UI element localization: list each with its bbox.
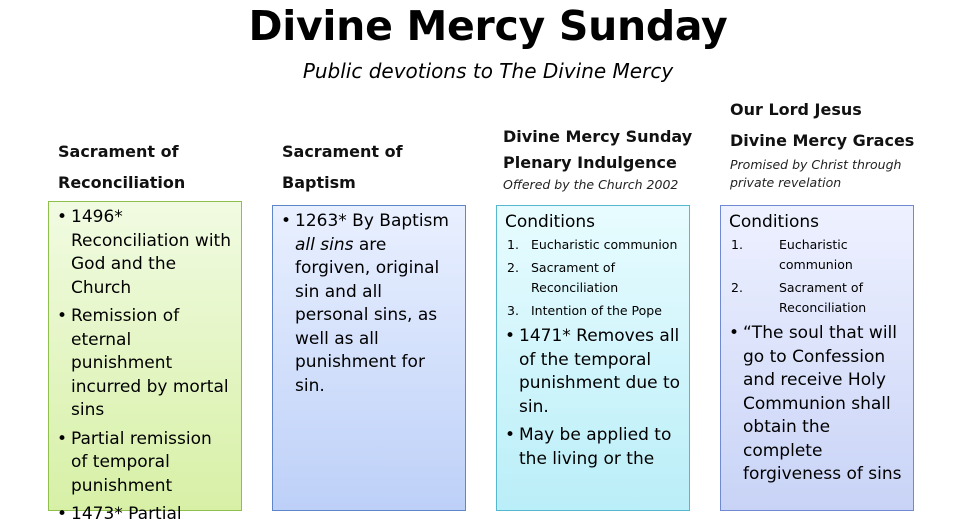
- col4-heading-line2: Divine Mercy Graces: [730, 131, 915, 150]
- condition-text: Eucharistic communion: [779, 237, 853, 272]
- col3-subheading: Offered by the Church 2002: [503, 177, 679, 192]
- condition-text: Intention of the Pope: [531, 303, 662, 318]
- col4-subheading: Promised by Christ through private revelation: [730, 157, 902, 190]
- condition-number: 3.: [507, 303, 519, 318]
- plenary-indulgence-box: [496, 205, 690, 511]
- conditions-label: Conditions: [729, 212, 819, 232]
- page-subtitle: Public devotions to The Divine Mercy: [302, 59, 674, 83]
- condition-item: [729, 278, 905, 318]
- list-item: • Partial remission of temporal punishment: [57, 428, 233, 499]
- col1-heading: [58, 136, 238, 198]
- condition-number: 1.: [731, 237, 743, 252]
- col3-heading: [503, 124, 713, 194]
- condition-text: Sacrament of Reconciliation: [779, 280, 867, 315]
- list-item: • 1471* Removes all of the temporal punishment due to sin.: [505, 325, 681, 419]
- condition-number: 2.: [731, 280, 743, 295]
- condition-item: [505, 301, 681, 321]
- col2-heading-line1: Sacrament of: [282, 142, 403, 161]
- condition-item: [505, 258, 681, 298]
- condition-number: 2.: [507, 260, 519, 275]
- divine-mercy-graces-box: [720, 205, 914, 511]
- item-text: are forgiven, original sin and all personal sins, as well as all punishment for sin.: [295, 234, 440, 396]
- col1-heading-line1: Sacrament of: [58, 142, 179, 161]
- conditions-label: Conditions: [505, 212, 595, 232]
- col3-heading-line2: Plenary Indulgence: [503, 153, 677, 172]
- condition-number: 1.: [507, 237, 519, 252]
- item-emphasis: all sins: [295, 234, 354, 255]
- col1-heading-line2: Reconciliation: [58, 173, 186, 192]
- list-item: • 1473* Partial: [57, 503, 233, 527]
- page-title: Divine Mercy Sunday: [248, 2, 728, 50]
- list-item: • Remission of eternal punishment incurred by mortal sins: [57, 305, 233, 423]
- baptism-box: [272, 205, 466, 511]
- list-item: [281, 210, 457, 398]
- col4-heading: [730, 94, 950, 192]
- col2-heading-line2: Baptism: [282, 173, 356, 192]
- condition-item: [729, 235, 905, 275]
- col4-heading-line1: Our Lord Jesus: [730, 100, 862, 119]
- condition-item: [505, 235, 681, 255]
- condition-text: Sacrament of Reconciliation: [531, 260, 619, 295]
- col3-heading-line1: Divine Mercy Sunday: [503, 127, 693, 146]
- col2-heading: [282, 136, 472, 198]
- reconciliation-box: [48, 201, 242, 524]
- condition-text: Eucharistic communion: [531, 237, 678, 252]
- list-item: • “The soul that will go to Confession and receive Holy Communion shall obtain the complete forgiveness of sins: [729, 322, 905, 487]
- list-item: • 1496* Reconciliation with God and the Church: [57, 206, 233, 300]
- list-item: • May be applied to the living or the: [505, 424, 681, 471]
- item-text: 1263* By Baptism: [295, 211, 449, 231]
